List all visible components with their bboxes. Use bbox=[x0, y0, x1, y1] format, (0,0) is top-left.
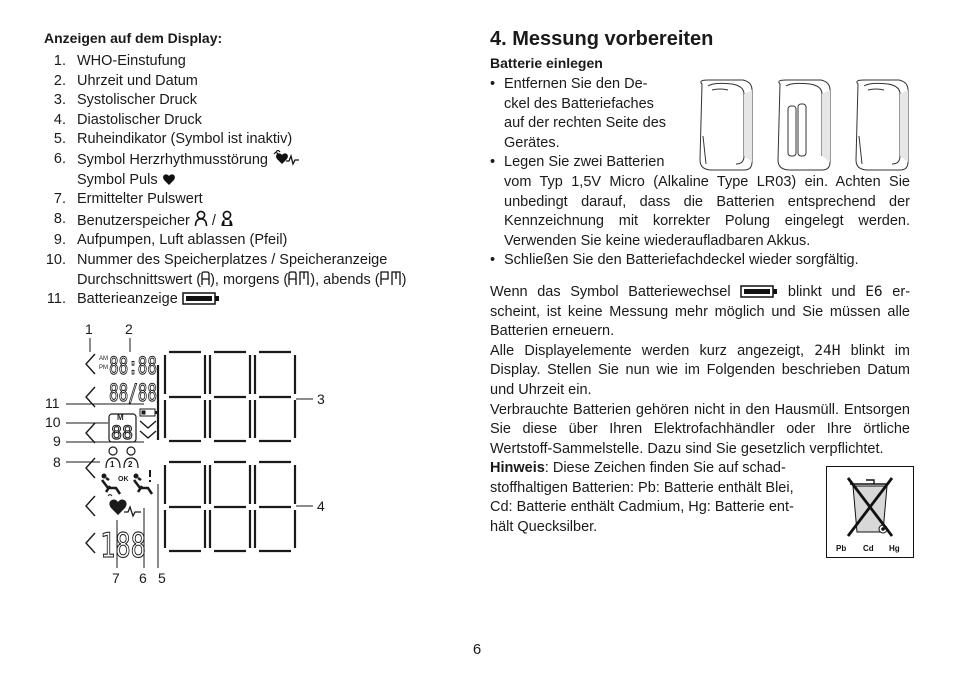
am-icon bbox=[288, 271, 310, 286]
section-heading: 4. Messung vorbereiten bbox=[490, 28, 714, 50]
lcd-battery-icon bbox=[140, 409, 157, 416]
crossed-bin-symbol bbox=[826, 466, 914, 558]
diastolic-digits bbox=[165, 462, 295, 551]
list-item: 9. Aufpumpen, Luft ablassen (Pfeil) bbox=[53, 232, 288, 249]
pm-icon bbox=[380, 271, 402, 286]
lcd-display-diagram bbox=[40, 318, 340, 593]
battery-icon bbox=[182, 292, 220, 305]
am-label: AM bbox=[99, 356, 108, 362]
rest-indicator-icon bbox=[102, 470, 153, 494]
list-item: 11. Batterieanzeige bbox=[44, 290, 444, 310]
lcd-time: 88:88 bbox=[109, 352, 157, 380]
list-item: 5. Ruheindikator (Symbol ist inaktiv) bbox=[53, 131, 293, 148]
list-item: 3. Systolischer Druck bbox=[53, 92, 198, 109]
callout-10: 10 bbox=[45, 414, 61, 430]
user-1-label: 1 bbox=[110, 460, 115, 469]
display-legend-section bbox=[44, 30, 444, 310]
inflate-deflate-arrow-icon bbox=[140, 421, 156, 438]
battery-compartment-illustration bbox=[688, 76, 918, 176]
lcd-memory-number: 88 bbox=[111, 422, 133, 444]
callout-7: 7 bbox=[112, 570, 120, 586]
ok-label: OK bbox=[118, 476, 129, 483]
who-scale-chevrons bbox=[86, 354, 95, 553]
lcd-pulse-value: 188 bbox=[100, 526, 146, 566]
note-paragraph: Hinweis: Diese Zeichen finden Sie auf schad- stoffhaltigen Batterien: Pb: Batterie enthält Blei, Cd: Batterie enthält Cadmium, Hg: Batterie ent- hält Quecksilber. bbox=[490, 460, 794, 536]
lcd-user-icons bbox=[106, 447, 138, 469]
pm-label: PM bbox=[99, 365, 108, 371]
list-item: 7. Ermittelter Pulswert bbox=[53, 191, 203, 208]
callout-5: 5 bbox=[158, 570, 166, 586]
display-legend-list bbox=[44, 52, 444, 310]
callout-1: 1 bbox=[85, 321, 93, 337]
disposal-paragraph: Verbrauchte Batterien gehören nicht in den Hausmüll. Entsorgen Sie diese über Ihren Elektrofachhändler oder Ihre örtliche Wertstoff-Sammelstelle. Dazu sind Sie gesetzlich verpflichtet. bbox=[490, 401, 910, 457]
average-a-icon bbox=[201, 271, 210, 286]
callout-3: 3 bbox=[317, 391, 325, 407]
battery-change-icon bbox=[740, 285, 778, 298]
systolic-digits bbox=[158, 352, 295, 441]
list-item: 4. Diastolischer Druck bbox=[53, 111, 202, 128]
user-memory-1-icon bbox=[194, 210, 208, 227]
list-item: 6. Symbol Herzrhythmusstörung Symbol Puls bbox=[44, 150, 444, 190]
lcd-memory-box bbox=[109, 413, 136, 444]
lcd-24h-code: 24H bbox=[814, 342, 841, 359]
list-item: 10. Nummer des Speicherplatzes / Speicheranzeige Durchschnittswert ( ), morgens ( ), abends ( ) bbox=[45, 251, 407, 288]
subheading: Batterie einlegen bbox=[490, 55, 603, 71]
callout-4: 4 bbox=[317, 498, 325, 514]
battery-change-paragraph: Wenn das Symbol Batteriewechsel blinkt und E6 er- scheint, ist keine Messung mehr möglich und Sie müssen alle Batterien erneuern. bbox=[490, 283, 911, 340]
bin-icon bbox=[848, 478, 892, 536]
bin-label-hg: Hg bbox=[889, 544, 900, 553]
callout-9: 9 bbox=[53, 433, 61, 449]
user-2-label: 2 bbox=[128, 460, 133, 469]
bin-label-cd: Cd bbox=[863, 544, 874, 553]
user-memory-2-icon bbox=[220, 210, 234, 227]
list-item: • Legen Sie zwei Batterien vom Typ 1,5V Micro (Alkaline Type LR03) ein. Achten Sie unbedingt darauf, dass die Batterien entsprechend der Kennzeichnung mit korrekter Polung eingelegt werden. Verwenden Sie keine wiederaufladbaren Akkus. bbox=[490, 154, 910, 249]
memory-label: M bbox=[117, 413, 124, 422]
page-number: 6 bbox=[472, 641, 482, 658]
callout-2: 2 bbox=[125, 321, 133, 337]
list-item: • Entfernen Sie den De- ckel des Batteriefaches auf der rechten Seite des Gerätes. bbox=[490, 76, 667, 151]
pulse-heart-icon bbox=[162, 173, 176, 186]
callout-11: 11 bbox=[45, 395, 60, 411]
lcd-heart-icon bbox=[108, 495, 141, 517]
callout-8: 8 bbox=[53, 454, 61, 470]
lcd-date: 88/88 bbox=[109, 379, 157, 407]
list-item: • Schließen Sie den Batteriefachdeckel wieder sorgfältig. bbox=[490, 252, 859, 269]
list-item: 8. Benutzerspeicher / bbox=[44, 210, 444, 232]
list-item: 1. WHO-Einstufung bbox=[53, 53, 186, 69]
list-item: 2. Uhrzeit und Datum bbox=[53, 72, 198, 89]
arrhythmia-icon bbox=[272, 150, 302, 166]
callout-6: 6 bbox=[139, 570, 147, 586]
display-test-paragraph: Alle Displayelemente werden kurz angezeigt, 24H blinkt im Display. Stellen Sie nun wie im Folgenden beschrieben Datum und Uhrzeit ein. bbox=[490, 342, 910, 398]
display-legend-heading: Anzeigen auf dem Display: bbox=[44, 30, 223, 46]
error-code-e6: E6 bbox=[865, 283, 883, 300]
bin-label-pb: Pb bbox=[836, 544, 847, 553]
